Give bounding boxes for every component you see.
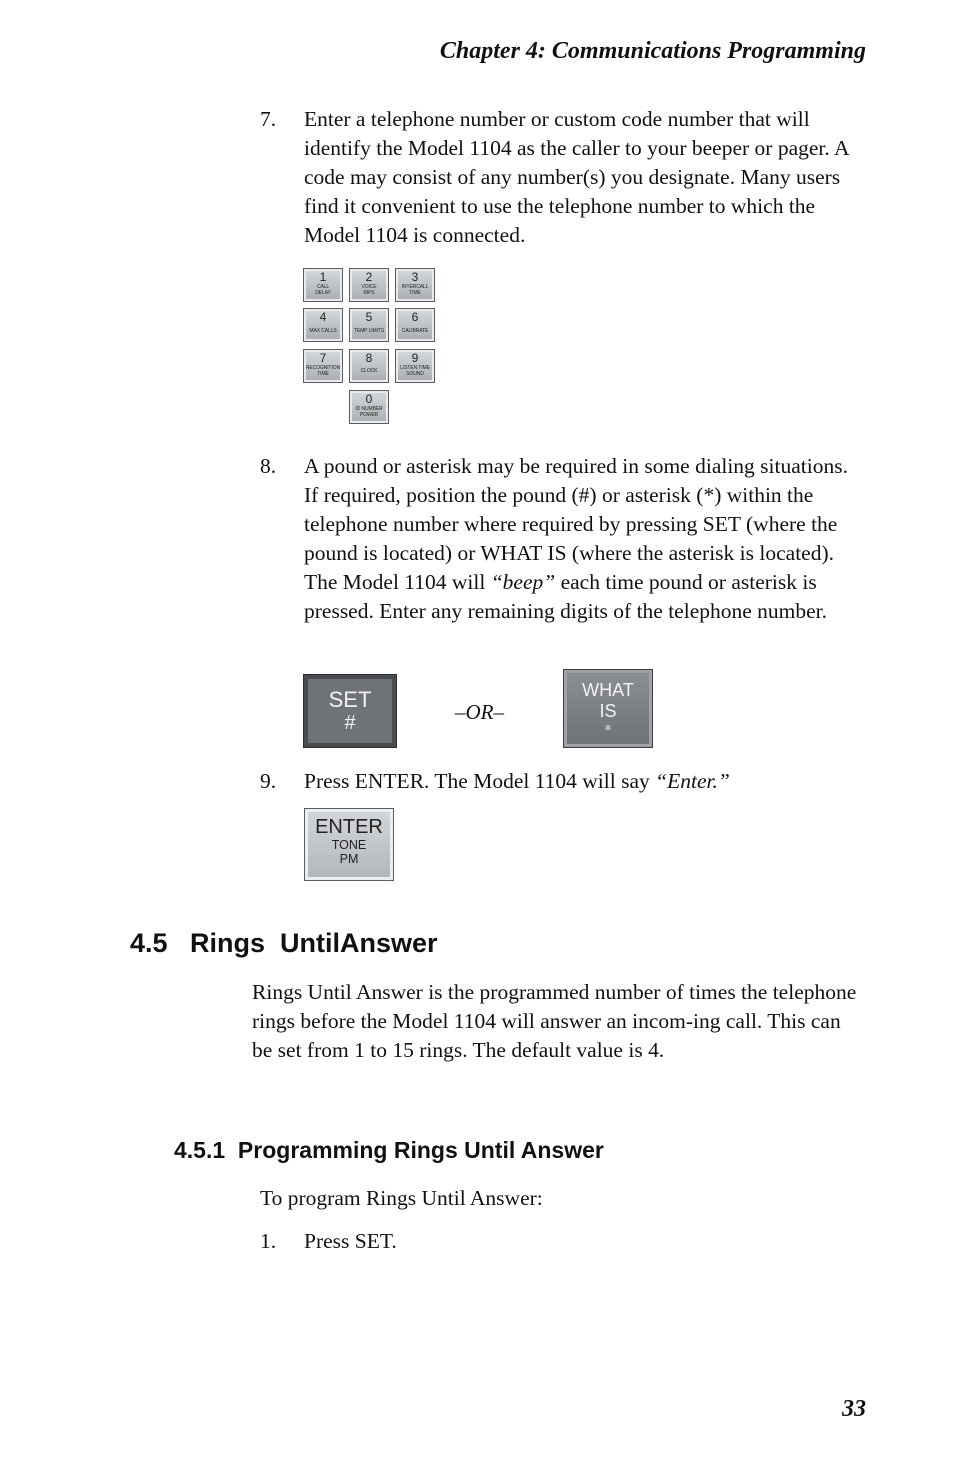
keypad-image (303, 268, 437, 428)
section-body: Rings Until Answer is the programmed number of times the telephone rings before the Model 1104 will answer an incom-ing call. This can be set from 1 to 15 rings. The default value is 4. (252, 980, 857, 1062)
subsection-heading: 4.5.1 Programming Rings Until Answer (174, 1137, 604, 1163)
enter-key-image: ENTER TONE PM (304, 808, 394, 881)
step-number: 1. (260, 1229, 277, 1253)
step-number: 7. (260, 107, 277, 131)
key-8: 8 CLOCK (349, 349, 389, 383)
step-9 (260, 767, 870, 797)
step-number: 8. (260, 454, 277, 478)
step-7 (260, 105, 870, 255)
what-is-key-image: WHAT IS ∗ (563, 669, 653, 748)
key-4: 4 MAX CALLS (303, 308, 343, 342)
set-key-image: SET # (303, 674, 397, 748)
key-0: 0 ID NUMBER POWER (349, 390, 389, 424)
step-8 (260, 452, 870, 657)
page-number: 33 (842, 1396, 866, 1422)
key-7: 7 RECOGNITION TIME (303, 349, 343, 383)
key-3: 3 INTERCALL TIME (395, 268, 435, 302)
step-text: Press ENTER. The Model 1104 will say “Enter.” (304, 769, 730, 793)
step-text: Press SET. (304, 1229, 397, 1253)
step-text: Enter a telephone number or custom code number that will identify the Model 1104 as the caller to your beeper or pager. A code may consist of any number(s) you designate. Many users find it convenient to use the telephone number to which the Model 1104 is connected. (304, 107, 849, 247)
key-5: 5 TEMP LIMITS (349, 308, 389, 342)
asterisk-icon: ∗ (603, 722, 613, 734)
chapter-header: Chapter 4: Communications Programming (439, 38, 866, 64)
key-1: 1 CALL DELAY (303, 268, 343, 302)
key-6: 6 CALIBRATE (395, 308, 435, 342)
step-text: A pound or asterisk may be required in some dialing situations. If required, position the pound (#) or asterisk (*) within the telephone number where required by pressing SET (where the pound is located) or WHAT IS (where the asterisk is located). The Model 1104 will “beep” each time pound or asterisk is pressed. Enter any remaining digits of the telephone number. (304, 454, 848, 623)
step-number: 9. (260, 769, 277, 793)
key-9: 9 LISTEN TIME SOUND (395, 349, 435, 383)
or-separator: –OR– (455, 700, 504, 724)
subsection-intro: To program Rings Until Answer: (260, 1186, 543, 1210)
key-2: 2 VOICE RIPS (349, 268, 389, 302)
subsection-step-1 (260, 1227, 870, 1257)
section-heading: 4.5 Rings UntilAnswer (130, 928, 438, 958)
